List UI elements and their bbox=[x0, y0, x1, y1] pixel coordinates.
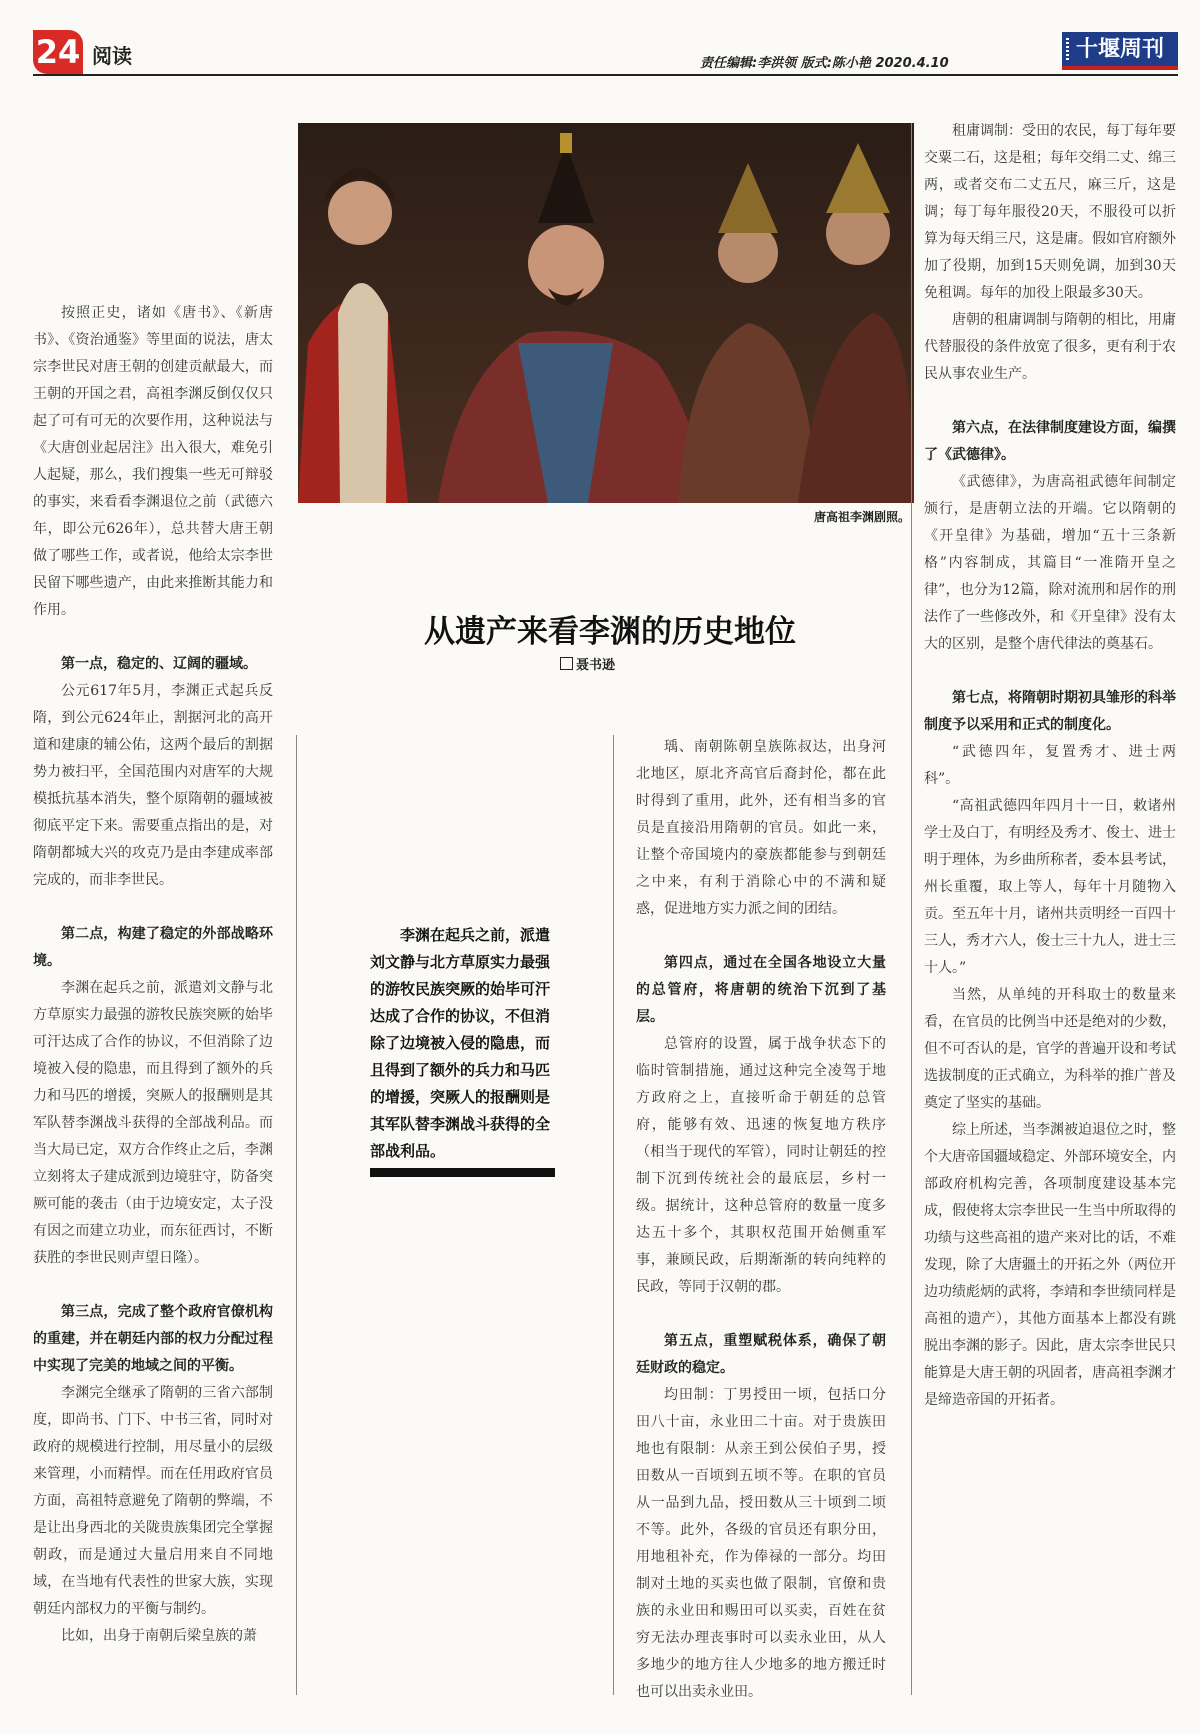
paragraph: 唐朝的租庸调制与隋朝的相比，用庸代替服役的条件放宽了很多，更有利于农民从事农业生产。 bbox=[924, 312, 1176, 382]
section-heading: 第六点，在法律制度建设方面，编撰了《武德律》。 bbox=[924, 420, 1176, 463]
paragraph: 李渊完全继承了隋朝的三省六部制度，即尚书、门下、中书三省，同时对政府的规模进行控制，用尽量小的层级来管理，小而精悍。而在任用政府官员方面，高祖特意避免了隋朝的弊端，不是让出身西北的关陇贵族集团完全掌握朝政，而是通过大量启用来自不同地域，在当地有代表性的世家大族，实现朝廷内部权力的平衡与制约。 bbox=[33, 1385, 273, 1617]
section-heading: 第二点，构建了稳定的外部战略环境。 bbox=[33, 926, 273, 969]
paragraph: 李渊在起兵之前，派遣刘文静与北方草原实力最强的游牧民族突厥的始毕可汗达成了合作的协议，不但消除了边境被入侵的隐患，而且得到了额外的兵力和马匹的增援，突厥人的报酬则是其军队替李渊战斗获得的全部战利品。而当大局已定，双方合作终止之后，李渊立刻将太子建成派到边境驻守，防备突厥可能的袭击（由于边境安定，太子没有因之而建立功业，而东征西讨，不断获胜的李世民则声望日隆）。 bbox=[33, 980, 273, 1266]
paragraph: 当然，从单纯的开科取士的数量来看，在官员的比例当中还是绝对的少数，但不可否认的是，官学的普遍开设和考试选拔制度的正式确立，为科举的推广普及奠定了坚实的基础。 bbox=[924, 987, 1176, 1111]
paragraph: 比如，出身于南朝后梁皇族的萧 bbox=[61, 1628, 257, 1644]
section-heading: 第五点，重塑赋税体系，确保了朝廷财政的稳定。 bbox=[636, 1333, 886, 1376]
paragraph: “武德四年，复置秀才、进士两科”。 bbox=[924, 744, 1176, 787]
section-heading: 第七点，将隋朝时期初具雏形的科举制度予以采用和正式的制度化。 bbox=[924, 690, 1176, 733]
article-column-4 bbox=[924, 118, 1176, 1414]
editor-credits: 责任编辑:李洪领 版式:陈小艳 2020.4.10 bbox=[700, 56, 949, 71]
section-heading: 第四点，通过在全国各地设立大量的总管府，将唐朝的统治下沉到了基层。 bbox=[636, 955, 886, 1025]
article-column-1 bbox=[33, 300, 273, 1650]
byline-box-icon bbox=[560, 657, 573, 670]
column-divider bbox=[613, 735, 614, 1695]
section-heading: 第三点，完成了整个政府官僚机构的重建，并在朝廷内部的权力分配过程中实现了完美的地域之间的平衡。 bbox=[33, 1304, 273, 1374]
paragraph: 《武德律》，为唐高祖武德年间制定颁行，是唐朝立法的开端。它以隋朝的《开皇律》为基础，增加“五十三条新格”内容制成，其篇目“一准隋开皇之律”，也分为12篇，除对流刑和居作的刑法作了一些修改外，和《开皇律》没有太大的区别，是整个唐代律法的奠基石。 bbox=[924, 474, 1176, 652]
brand-logo bbox=[1062, 32, 1178, 70]
photo-caption: 唐高祖李渊剧照。 bbox=[813, 510, 910, 524]
paragraph: 均田制：丁男授田一顷，包括口分田八十亩，永业田二十亩。对于贵族田地也有限制：从亲王到公侯伯子男，授田数从一百顷到五顷不等。在职的官员从一品到九品，授田数从三十顷到二顷不等。此外，各级的官员还有职分田，用地租补充，作为俸禄的一部分。均田制对土地的买卖也做了限制，官僚和贵族的永业田和赐田可以买卖，百姓在贫穷无法办理丧事时可以卖永业田，从人多地少的地方往人少地多的地方搬迁时也可以出卖永业田。 bbox=[636, 1387, 886, 1700]
page-header bbox=[0, 0, 1200, 80]
article-column-3 bbox=[636, 734, 886, 1706]
paragraph: 总管府的设置，属于战争状态下的临时管制措施，通过这种完全凌驾于地方政府之上，直接听命于朝廷的总管府，能够有效、迅速的恢复地方秩序（相当于现代的军管），同时让朝廷的控制下沉到传统社会的最底层，乡村一级。据统计，这种总管府的数量一度多达五十多个，其职权范围开始侧重军事，兼顾民政，后期渐渐的转向纯粹的民政，等同于汉朝的郡。 bbox=[636, 1036, 886, 1295]
paragraph: 租庸调制：受田的农民，每丁每年要交粟二石，这是租；每年交绢二丈、绵三两，或者交布二丈五尺，麻三斤，这是调；每丁每年服役20天，不服役可以折算为每天绢三尺，这是庸。假如官府额外加了役期，加到15天则免调，加到30天免租调。每年的加役上限最多30天。 bbox=[924, 123, 1176, 301]
page-number: 24 bbox=[33, 30, 83, 74]
paragraph: 按照正史，诸如《唐书》、《新唐书》、《资治通鉴》等里面的说法，唐太宗李世民对唐王朝的创建贡献最大，而王朝的开国之君，高祖李渊反倒仅仅只起了可有可无的次要作用，这种说法与《大唐创业起居注》出入很大，难免引人起疑，那么，我们搜集一些无可辩驳的事实，来看看李渊退位之前（武德六年，即公元626年），总共替大唐王朝做了哪些工作，或者说，他给太宗李世民留下哪些遗产，由此来推断其能力和作用。 bbox=[33, 305, 273, 618]
paragraph: 综上所述，当李渊被迫退位之时，整个大唐帝国疆域稳定、外部环境安全，内部政府机构完善，各项制度建设基本完成，假使将太宗李世民一生当中所取得的功绩与这些高祖的遗产来对比的话，不难发现，除了大唐疆土的开拓之外（两位开边功绩彪炳的武将，李靖和李世绩同样是高祖的遗产），其他方面基本上都没有跳脱出李渊的影子。因此，唐太宗李世民只能算是大唐王朝的巩固者，唐高祖李渊才是缔造帝国的开拓者。 bbox=[924, 1122, 1176, 1408]
column-divider bbox=[296, 735, 297, 1695]
header-rule bbox=[33, 74, 1178, 76]
section-label: 阅读 bbox=[92, 44, 132, 68]
pull-quote-text: 李渊在起兵之前，派遣刘文静与北方草原实力最强的游牧民族突厥的始毕可汗达成了合作的协议，不但消除了边境被入侵的隐患，而且得到了额外的兵力和马匹的增援，突厥人的报酬则是其军队替李渊战斗获得的全部战利品。 bbox=[370, 926, 551, 1160]
drama-photo bbox=[298, 123, 914, 503]
column-divider bbox=[911, 123, 912, 1695]
author-byline bbox=[560, 654, 700, 673]
paragraph: 瑀、南朝陈朝皇族陈叔达，出身河北地区，原北齐高官后裔封伦，都在此时得到了重用，此外，还有相当多的官员是直接沿用隋朝的官员。如此一来，让整个帝国境内的豪族都能参与到朝廷之中来，有利于消除心中的不满和疑惑，促进地方实力派之间的团结。 bbox=[636, 739, 886, 917]
paragraph: “高祖武德四年四月十一日，敕诸州学士及白丁，有明经及秀才、俊士、进士明于理体，为乡曲所称者，委本县考试，州长重覆，取上等人，每年十月随物入贡。至五年十月，诸州共贡明经一百四十三人，秀才六人，俊士三十九人，进士三十人。” bbox=[924, 798, 1176, 976]
pull-quote bbox=[370, 922, 555, 1165]
section-heading: 第一点，稳定的、辽阔的疆域。 bbox=[61, 656, 257, 672]
author-name: 聂书逊 bbox=[576, 658, 616, 673]
paragraph: 公元617年5月，李渊正式起兵反隋，到公元624年止，割据河北的高开道和建康的辅公佑，这两个最后的割据势力被扫平，全国范围内对唐军的大规模抵抗基本消失，整个原隋朝的疆域被彻底平定下来。需要重点指出的是，对隋朝都城大兴的攻克乃是由李建成率部完成的，而非李世民。 bbox=[33, 683, 273, 888]
brand-name: 十堰周刊 bbox=[1075, 36, 1164, 62]
pull-quote-bar bbox=[370, 1168, 555, 1177]
article-title: 从遗产来看李渊的历史地位 bbox=[424, 614, 796, 650]
